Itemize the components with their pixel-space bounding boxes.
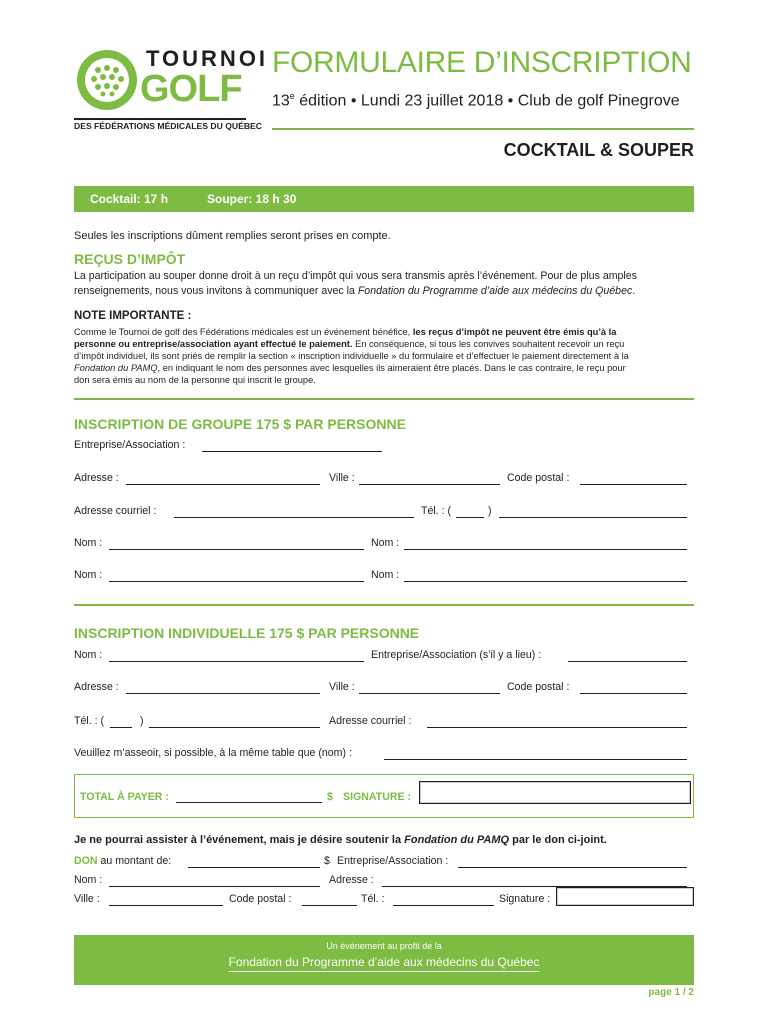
groupe-ville-label: Ville : [329, 472, 355, 484]
don-adresse-label: Adresse : [329, 874, 374, 886]
groupe-tel-field[interactable] [499, 517, 687, 518]
logo-subtitle: DES FÉDÉRATIONS MÉDICALES DU QUÉBEC [74, 121, 262, 131]
groupe-ville-field[interactable] [359, 484, 500, 485]
footer-banner [74, 935, 694, 985]
groupe-tel-paren: ) [488, 505, 492, 517]
event-subtitle: 13e édition • Lundi 23 juillet 2018 • Club de golf Pinegrove [272, 91, 680, 110]
groupe-entreprise-label: Entreprise/Association : [74, 439, 186, 451]
ind-ville-label: Ville : [329, 681, 355, 693]
ind-tel-field[interactable] [149, 727, 320, 728]
note-paragraph: Comme le Tournoi de golf des Fédérations médicales est un événement bénéfice, les reçus d’impôt ne peuvent être émis qu’à la personne ou entreprise/association ayant effectué le paiement. En conséquence, si tous les convives souhaitent recevoir un reçu d’impôt individuel, ils sont priés de remplir la section « inscription individuelle » du formulaire et d’effectuer le paiement directement à la Fondation du PAMQ, en indiquant le nom des personnes avec lesquelles ils aimeraient être placés. Dans le cas contraire, le reçu pour don sera émis au nom de la personne qui inscrit le groupe. [74, 327, 629, 385]
groupe-tel-label: Tél. : ( [421, 505, 452, 517]
ind-code-postal-label: Code postal : [507, 681, 570, 693]
event-type-heading: COCKTAIL & SOUPER [503, 140, 694, 160]
cocktail-time: Cocktail: 17 h [90, 192, 169, 206]
ind-adresse-label: Adresse : [74, 681, 119, 693]
don-tel-field[interactable] [393, 905, 494, 906]
ind-tel-area-field[interactable] [110, 727, 132, 728]
groupe-nom4-label: Nom : [371, 569, 400, 581]
recus-heading: REÇUS D’IMPÔT [74, 251, 186, 267]
schedule-bar [74, 186, 694, 212]
don-tel-label: Tél. : [361, 893, 385, 905]
header-divider [272, 128, 694, 130]
groupe-tel-area-field[interactable] [456, 517, 484, 518]
groupe-code-postal-label: Code postal : [507, 472, 570, 484]
logo-golf: GOLF [140, 68, 242, 110]
ind-code-postal-field[interactable] [580, 693, 687, 694]
don-nom-field[interactable] [109, 886, 320, 887]
ind-tel-label: Tél. : ( [74, 715, 105, 727]
don-signature-label: Signature : [499, 893, 551, 905]
don-entreprise-label: Entreprise/Association : [337, 855, 449, 867]
form-title: FORMULAIRE D’INSCRIPTION [272, 46, 692, 79]
footer-line1: Un événement au profit de la [326, 941, 442, 951]
signature-label: SIGNATURE : [343, 791, 412, 803]
don-nom-label: Nom : [74, 874, 103, 886]
don-code-postal-field[interactable] [302, 905, 357, 906]
logo-tournoi: TOURNOI [146, 46, 269, 71]
don-intro: Je ne pourrai assister à l’événement, mais je désire soutenir la Fondation du PAMQ par le don ci-joint. [74, 834, 607, 846]
don-montant-field[interactable] [188, 867, 320, 868]
ind-entreprise-field[interactable] [568, 661, 687, 662]
groupe-code-postal-field[interactable] [580, 484, 687, 485]
total-currency: $ [327, 791, 333, 803]
groupe-nom2-field[interactable] [404, 549, 687, 550]
groupe-adresse-label: Adresse : [74, 472, 119, 484]
note-heading: NOTE IMPORTANTE : [74, 310, 192, 322]
groupe-nom3-label: Nom : [74, 569, 103, 581]
ind-tel-paren: ) [140, 715, 144, 727]
groupe-nom2-label: Nom : [371, 537, 400, 549]
groupe-nom1-label: Nom : [74, 537, 103, 549]
don-entreprise-field[interactable] [458, 867, 687, 868]
page-number: page 1 / 2 [648, 987, 694, 998]
section-divider [74, 604, 694, 606]
don-montant-label: DON au montant de: [74, 855, 172, 867]
ind-table-label: Veuillez m’asseoir, si possible, à la même table que (nom) : [74, 747, 352, 759]
groupe-nom1-field[interactable] [109, 549, 364, 550]
groupe-courriel-field[interactable] [174, 517, 414, 518]
signature-field[interactable] [419, 781, 691, 804]
footer-line2: Fondation du Programme d’aide aux médecins du Québec [228, 955, 540, 969]
ind-adresse-field[interactable] [126, 693, 320, 694]
tournoi-golf-logo [74, 44, 269, 136]
ind-nom-label: Nom : [74, 649, 103, 661]
groupe-entreprise-field[interactable] [202, 451, 382, 452]
don-currency: $ [324, 855, 330, 867]
section-divider [74, 398, 694, 400]
don-ville-field[interactable] [109, 905, 223, 906]
groupe-nom3-field[interactable] [109, 581, 364, 582]
ind-table-field[interactable] [384, 759, 687, 760]
ind-entreprise-label: Entreprise/Association (s’il y a lieu) : [371, 649, 542, 661]
don-signature-field[interactable] [556, 887, 694, 906]
don-code-postal-label: Code postal : [229, 893, 292, 905]
souper-time: Souper: 18 h 30 [207, 192, 297, 206]
ind-courriel-field[interactable] [427, 727, 687, 728]
recus-paragraph: La participation au souper donne droit à un reçu d’impôt qui vous sera transmis après l’événement. Pour de plus amples renseignements, nous vous invitons à communiquer avec la Fondation du Programme d’aide aux médecins du Québec. [74, 270, 637, 297]
groupe-adresse-field[interactable] [126, 484, 320, 485]
groupe-nom4-field[interactable] [404, 581, 687, 582]
ind-ville-field[interactable] [359, 693, 500, 694]
groupe-heading: INSCRIPTION DE GROUPE 175 $ PAR PERSONNE [74, 416, 406, 432]
individuelle-heading: INSCRIPTION INDIVIDUELLE 175 $ PAR PERSONNE [74, 625, 420, 641]
groupe-courriel-label: Adresse courriel : [74, 505, 157, 517]
ind-courriel-label: Adresse courriel : [329, 715, 412, 727]
ind-nom-field[interactable] [109, 661, 364, 662]
total-label: TOTAL À PAYER : [80, 791, 169, 803]
intro-text: Seules les inscriptions dûment remplies seront prises en compte. [74, 230, 391, 242]
total-amount-field[interactable] [176, 802, 322, 803]
don-ville-label: Ville : [74, 893, 100, 905]
